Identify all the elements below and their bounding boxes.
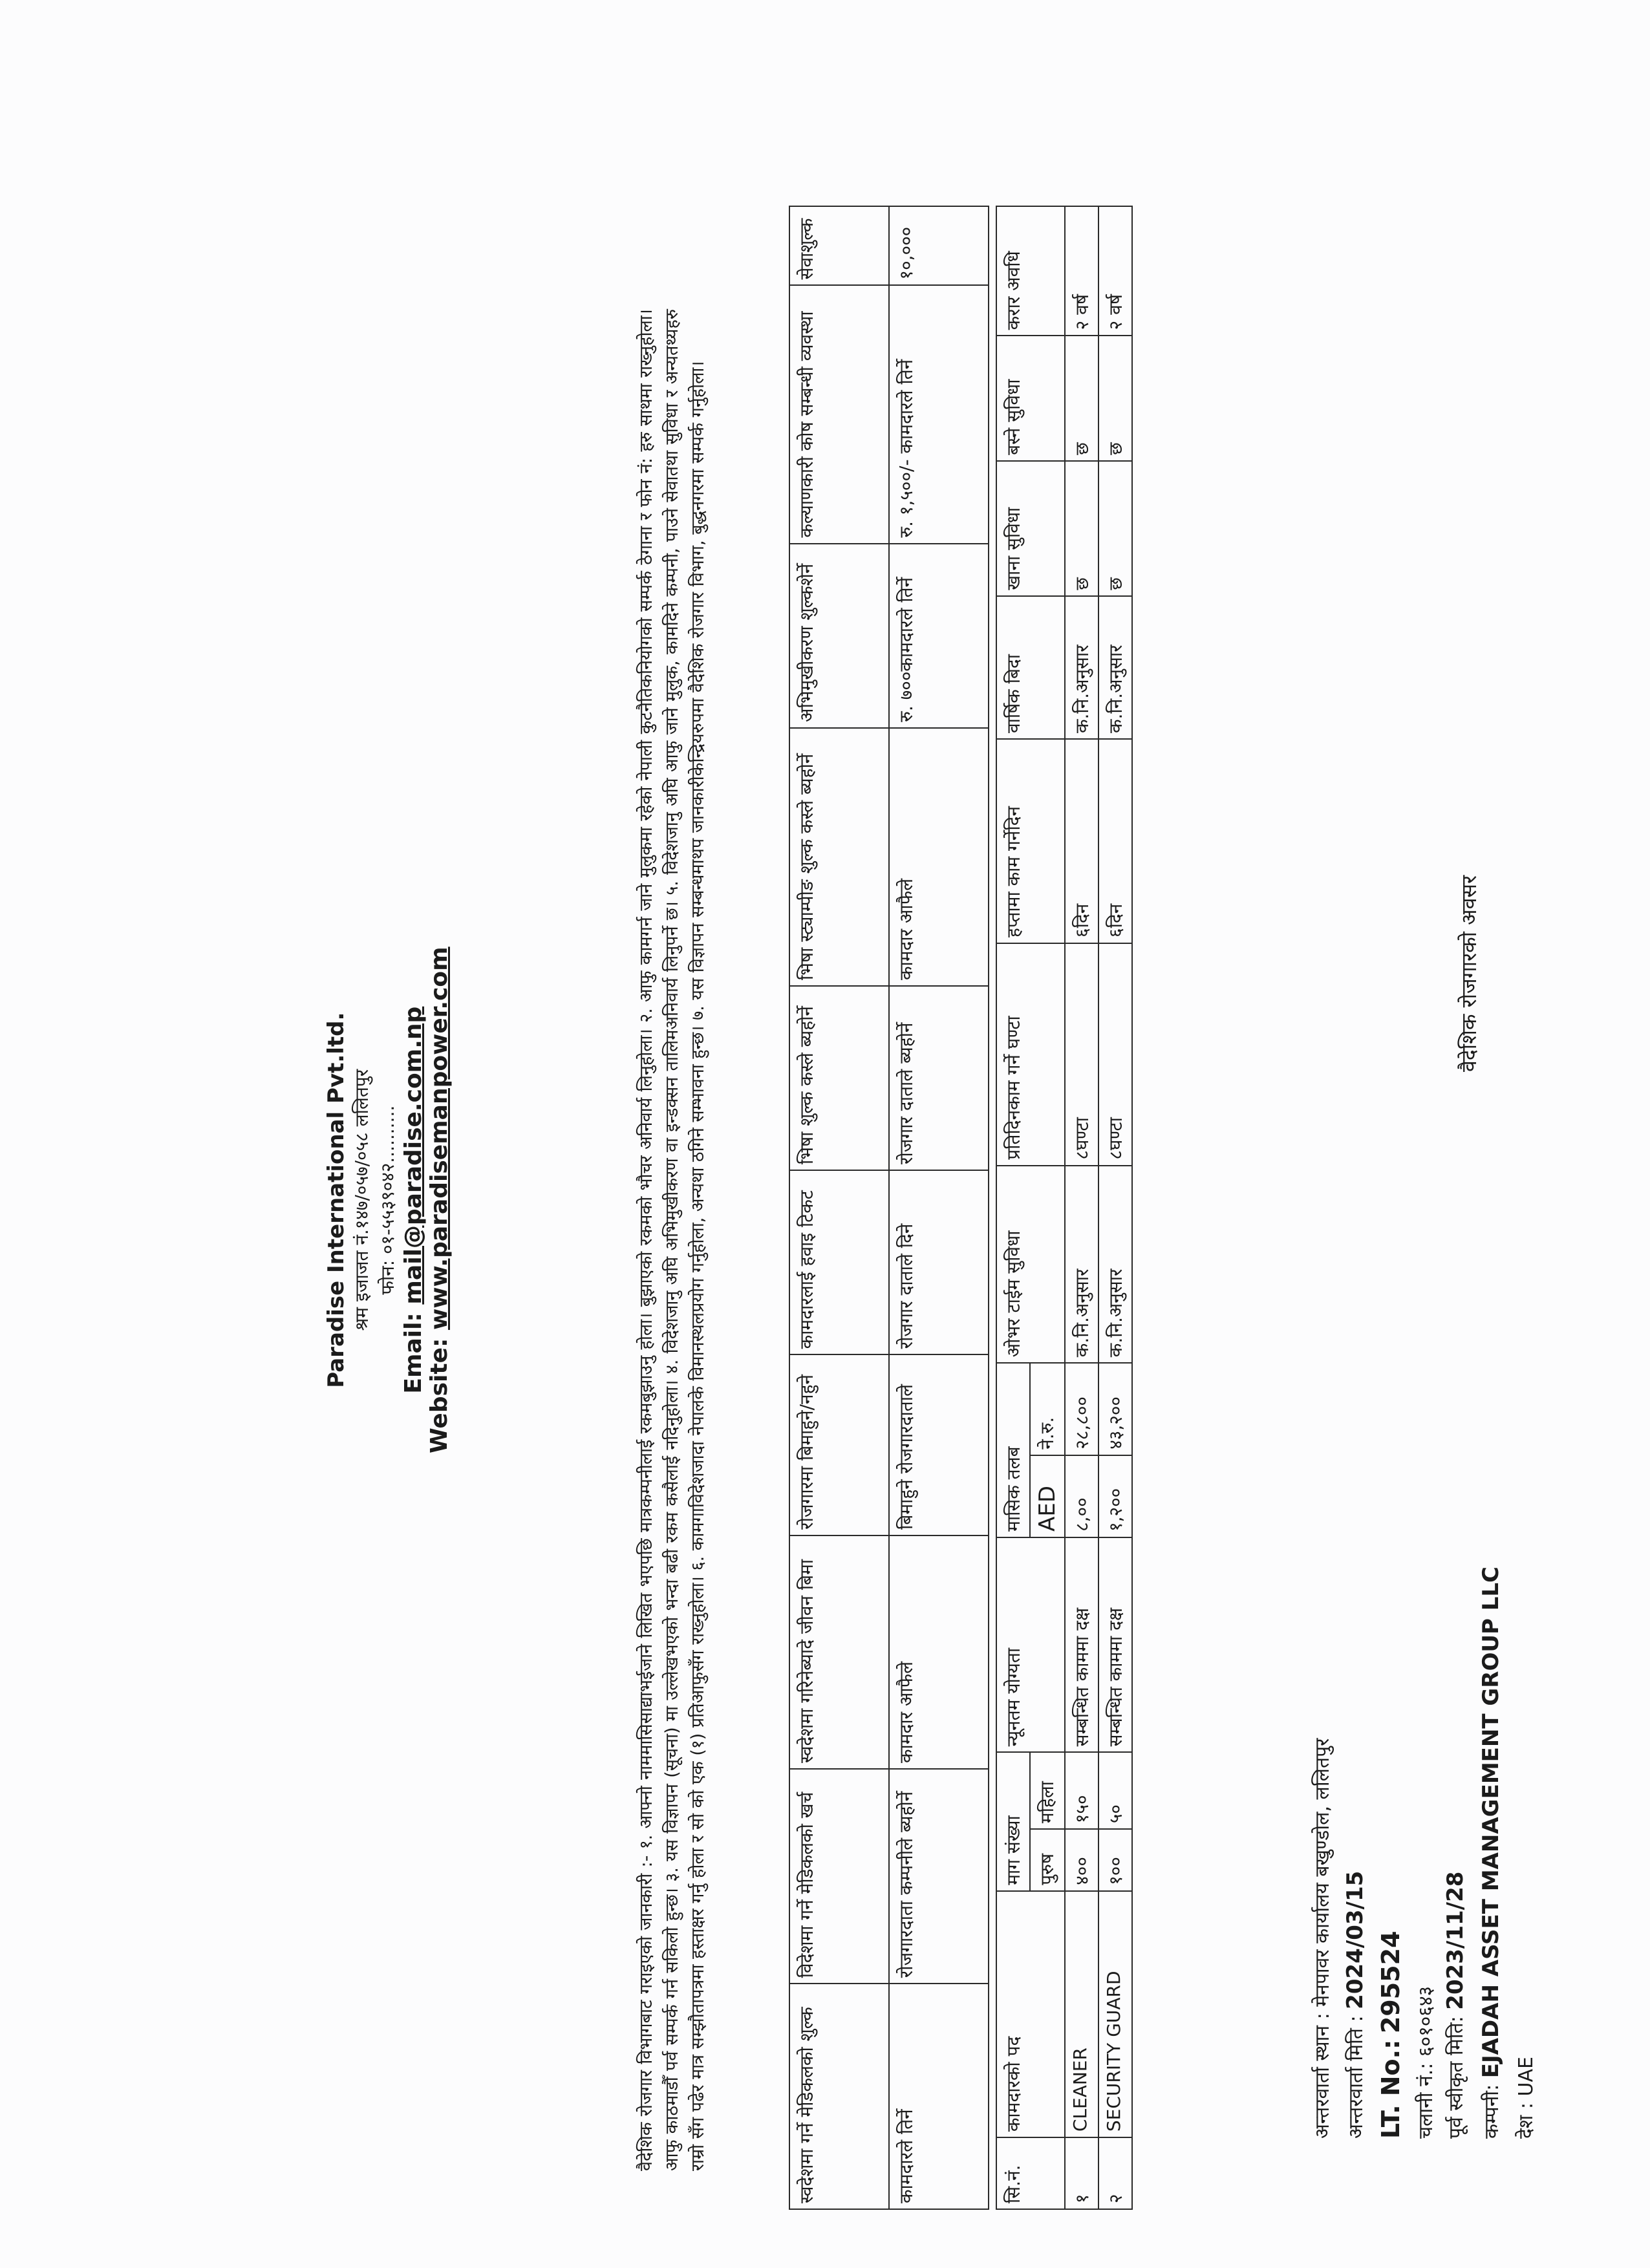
agency-license: श्रम इजाजत नं.१४७/०५७/०५८ ललितपुर	[351, 1069, 372, 1331]
preapproval-date: 2023/11/28	[1442, 1871, 1468, 2010]
interview-date-line: अन्तरवार्ता मिति : 2024/03/15	[1342, 1870, 1368, 2139]
col-leave: वार्षिक बिदा	[996, 596, 1065, 739]
col-days: हप्तामा काम गर्नेदिन	[996, 739, 1065, 943]
agency-name: Paradise International Pvt.ltd.	[323, 1012, 349, 1388]
company-name: EJADAH ASSET MANAGEMENT GROUP LLC	[1478, 1567, 1504, 2079]
col-male: पुरुष	[1030, 1829, 1065, 1891]
table-row: १ CLEANER ४०० १५० सम्बन्धित काममा दक्ष ८,०० २८,८०० क.नि.अनुसार ८घण्टा ६दिन क.नि.अनुसार छ छ २ वर्ष	[1065, 206, 1098, 2209]
interview-date: 2024/03/15	[1342, 1870, 1368, 2009]
agency-email-link[interactable]: mail@paradise.com.np	[400, 1006, 427, 1305]
agency-block	[323, 947, 453, 1453]
col-sn: सि.नं.	[996, 2137, 1065, 2209]
lt-line: LT. No.: 295524	[1377, 1931, 1405, 2139]
col-npr: ने.रु.	[1030, 1363, 1065, 1455]
page-title: वैदेशिक रोजगारको अवसर	[1457, 875, 1481, 1072]
agency-email-line: Email: mail@paradise.com.np	[400, 1006, 427, 1394]
table-row: कामदारले तिर्ने रोजगारदाता कम्पनीले ब्यहोर्ने कामदार आफैले बिमाहुने रोजगारदाताले रोजगार दाताले दिने रोजगार दाताले ब्यहोर्ने कामदार आफैले रु. ७००कामदारले तिर्ने रु. १,५००/- कामदारले तिर्ने १०,०००	[889, 206, 989, 2209]
notes-paragraph: वैदेशिक रोजगार विभागबाट गराइएको जानकारी :- १. आफ्नो नाममासिसाद्याभईजाने लिखित भएपछि मात्रकम्पनीलाई रकमबुझाउनु होला। बुझाएको रकमको भौचर अनिवार्य लिनुहोला। २. आफु कामगर्न जाने मुलुकमा रहेको नेपाली कुटनैतिकनियोगको सम्पर्क ठेगाना र फोन नं: हरु साथमा राख्नुहोला। आफु काठमाडौँ पर्व सम्पर्क गर्न सकिलो हुन्छ। ३. यस विज्ञापन (सूचना) मा उल्लेखभएको भन्दा बढी रकम कसैलाई नदिनुहोला। ४. विदेशजानु अघि अभिमुखीकरण वा इन्डक्सन तालिमअनिवार्य लिनुपर्ने छ। ५. विदेशजानु अघि आफु जाने मुलुक, कामदिने कम्पनी, पाउने सेवातथा सुविधा र अन्यतथ्यहरु राम्रो सँग पढेर मात्र सम्झौतापत्रमा हस्ताक्षर गर्नु होला र सो को एक (१) प्रतिआफुसँग राख्नुहोला। ६. कामगाविदेशजादा नेपालके विमानस्थलप्रयोग गर्नुहोला, अन्यथा ठगिने सम्भावना हुन्छ। ७. यस विज्ञापन सम्बन्धमाथप जानकारीकेन्द्रियरुपमा वैदेशिक रोजगार विभाग, बुद्धनगरमा सम्पर्क गर्नुहोला।	[636, 309, 708, 2171]
country-line: देश : UAE	[1515, 2057, 1538, 2139]
col-contract: करार अवधि	[996, 206, 1065, 336]
lt-number: 295524	[1377, 1931, 1405, 2034]
company-line: कम्पनी: EJADAH ASSET MANAGEMENT GROUP LLC	[1478, 1567, 1504, 2139]
col-overtime: ओभर टाईम सुविधा	[996, 1166, 1065, 1364]
chalani-line: चलानी नं.: ६०१०६४३	[1415, 1985, 1437, 2139]
cost-table	[789, 206, 989, 2210]
col-food: खाना सुविधा	[996, 461, 1065, 596]
col-demand: माग संख्या	[996, 1752, 1030, 1890]
job-table-header-row	[996, 206, 1030, 2209]
col-post: कामदारको पद	[996, 1891, 1065, 2137]
col-salary: मासिक तलब	[996, 1363, 1030, 1537]
interview-place-line: अन्तरवार्ता स्थान : मेनपावर कार्यालय बखुण्डोल, ललितपुर	[1311, 1738, 1334, 2139]
preapproval-line: पूर्व स्वीकृत मिति: 2023/11/28	[1442, 1871, 1468, 2139]
agency-website-line: Website: www.paradisemanpower.com	[426, 947, 453, 1453]
agency-phone: फोन: ०१-५५३९०४२..........	[377, 1105, 398, 1295]
col-hours: प्रतिदिनकाम गर्ने घण्टा	[996, 943, 1065, 1166]
col-qualification: न्यूनतम योग्यता	[996, 1537, 1065, 1752]
table-row: स्वदेशमा गर्ने मेडिकलको शुल्क विदेशमा गर्ने मेडिकलको खर्च स्वदेशमा गरिनेब्यादे जीवन बिमा रोजगारमा बिमाहुने/नहुने कामदारलाई हवाइ टिकट भिषा शुल्क कस्ले ब्यहोर्ने भिषा स्ट्याम्पीङ शुल्क कस्ले ब्यहोर्ने अभिमुखीकरण शुल्कशेर्ने कल्याणकारी कोष सम्बन्धी व्यवस्था सेवाशुल्क	[789, 206, 889, 2209]
agency-website-link[interactable]: www.paradisemanpower.com	[426, 947, 453, 1331]
table-row: २ SECURITY GUARD १०० ५० सम्बन्धित काममा दक्ष १,२०० ४३,२०० क.नि.अनुसार ८घण्टा ६दिन क.नि.अनुसार छ छ २ वर्ष	[1098, 206, 1132, 2209]
col-accommodation: बस्ने सुविधा	[996, 336, 1065, 461]
col-female: महिला	[1030, 1752, 1065, 1829]
job-table	[996, 206, 1133, 2210]
col-aed: AED	[1030, 1455, 1065, 1537]
